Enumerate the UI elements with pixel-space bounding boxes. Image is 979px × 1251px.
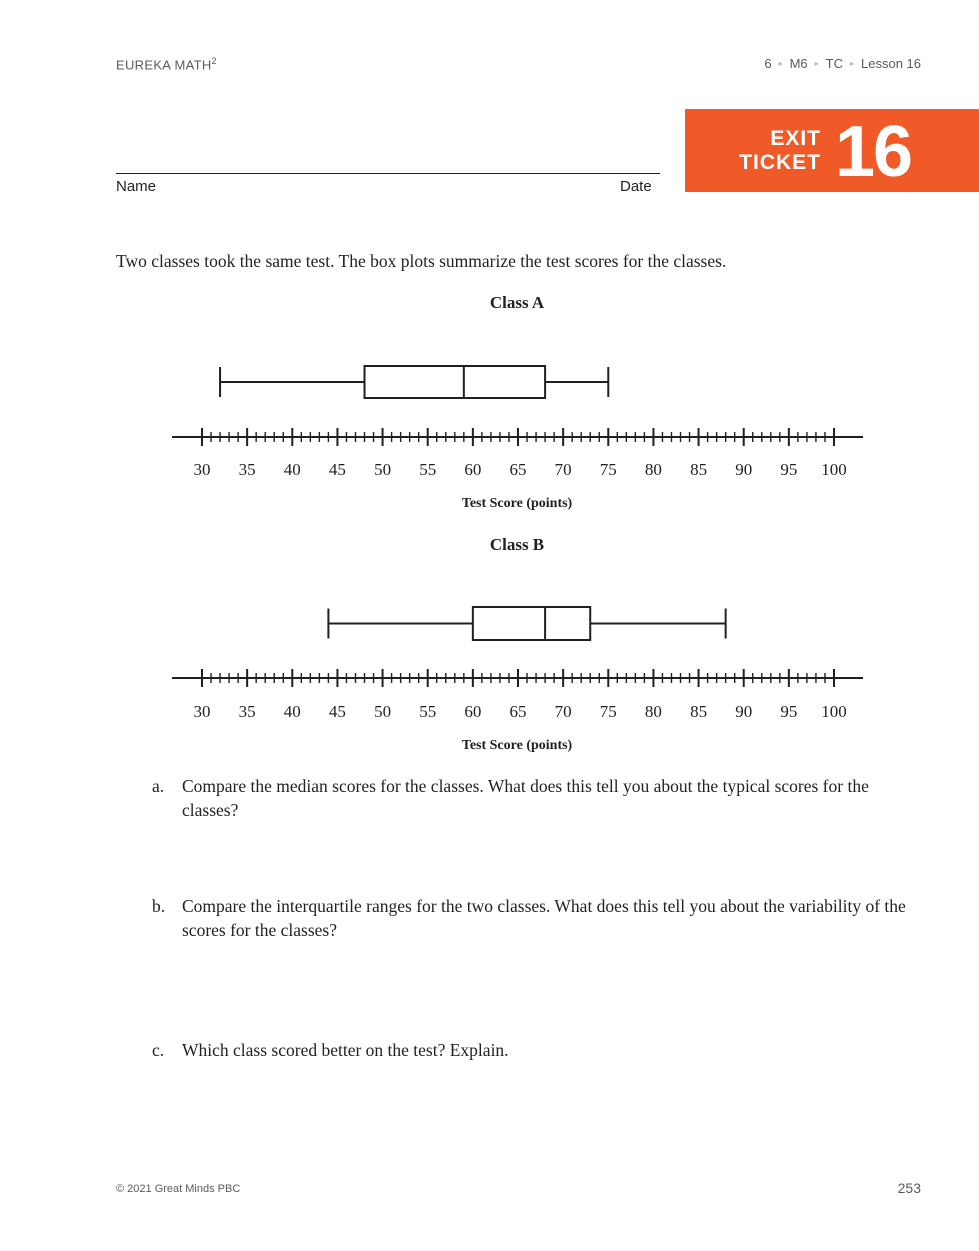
tick-label: 30 (193, 460, 211, 479)
tick-label: 100 (821, 460, 847, 479)
tick-label: 60 (464, 460, 482, 479)
tick-label: 65 (509, 702, 527, 721)
question-b (152, 894, 912, 942)
tick-label: 85 (690, 460, 708, 479)
axis-label: Test Score (points) (461, 496, 573, 511)
page-number: 253 (897, 1180, 921, 1196)
question-text: Compare the interquartile ranges for the two classes. What does this tell you about the variability of the scores for the classes? (182, 896, 906, 940)
tick-label: 95 (780, 702, 798, 721)
tick-label: 50 (374, 460, 392, 479)
tick-label: 100 (821, 702, 847, 721)
tick-label: 55 (419, 702, 437, 721)
question-letter: c. (152, 1040, 165, 1060)
breadcrumb-separator-icon: ▸ (814, 59, 819, 68)
tick-label: 40 (283, 460, 301, 479)
brand-label: EUREKA MATH$^2$ (116, 56, 217, 73)
box-iqr (473, 607, 590, 640)
question-c (152, 1038, 912, 1062)
breadcrumb-separator-icon: ▸ (778, 59, 783, 68)
box-iqr (365, 366, 546, 398)
question-letter: b. (152, 896, 166, 916)
breadcrumb-lesson: Lesson 16 (861, 56, 921, 71)
intro-text: Two classes took the same test. The box plots summarize the test scores for the classes. (116, 251, 727, 271)
plot-title: Class A (489, 293, 545, 312)
question-text: Which class scored better on the test? Explain. (182, 1040, 509, 1060)
question-text: Compare the median scores for the classes. What does this tell you about the typical scores for the classes? (182, 776, 869, 820)
tick-label: 90 (735, 460, 753, 479)
exit-ticket-title: EXIT TICKET (739, 127, 821, 174)
tick-label: 35 (238, 460, 256, 479)
tick-label: 90 (735, 702, 753, 721)
question-letter: a. (152, 776, 165, 796)
tick-label: 50 (374, 702, 392, 721)
tick-label: 80 (644, 460, 662, 479)
tick-label: 55 (419, 460, 437, 479)
date-label: Date (620, 178, 652, 195)
tick-label: 85 (690, 702, 708, 721)
axis-label: Test Score (points) (461, 738, 573, 753)
tick-label: 40 (283, 702, 301, 721)
plot-title: Class B (489, 535, 545, 554)
tick-label: 75 (599, 702, 617, 721)
tick-label: 30 (193, 702, 211, 721)
tick-label: 75 (599, 460, 617, 479)
copyright: © 2021 Great Minds PBC (116, 1183, 241, 1195)
tick-label: 35 (238, 702, 256, 721)
breadcrumb-grade: 6 (764, 56, 772, 71)
tick-label: 80 (644, 702, 662, 721)
name-label: Name (116, 178, 157, 195)
tick-label: 65 (509, 460, 527, 479)
breadcrumb-module: M6 (789, 56, 808, 71)
tick-label: 70 (554, 460, 572, 479)
tick-label: 45 (328, 460, 346, 479)
exit-ticket-number: 16 (835, 112, 912, 192)
tick-label: 45 (328, 702, 346, 721)
breadcrumb-separator-icon: ▸ (849, 59, 854, 68)
question-a (152, 774, 912, 822)
breadcrumb-topic: TC (825, 56, 843, 71)
tick-label: 70 (554, 702, 572, 721)
tick-label: 60 (464, 702, 482, 721)
tick-label: 95 (780, 460, 798, 479)
